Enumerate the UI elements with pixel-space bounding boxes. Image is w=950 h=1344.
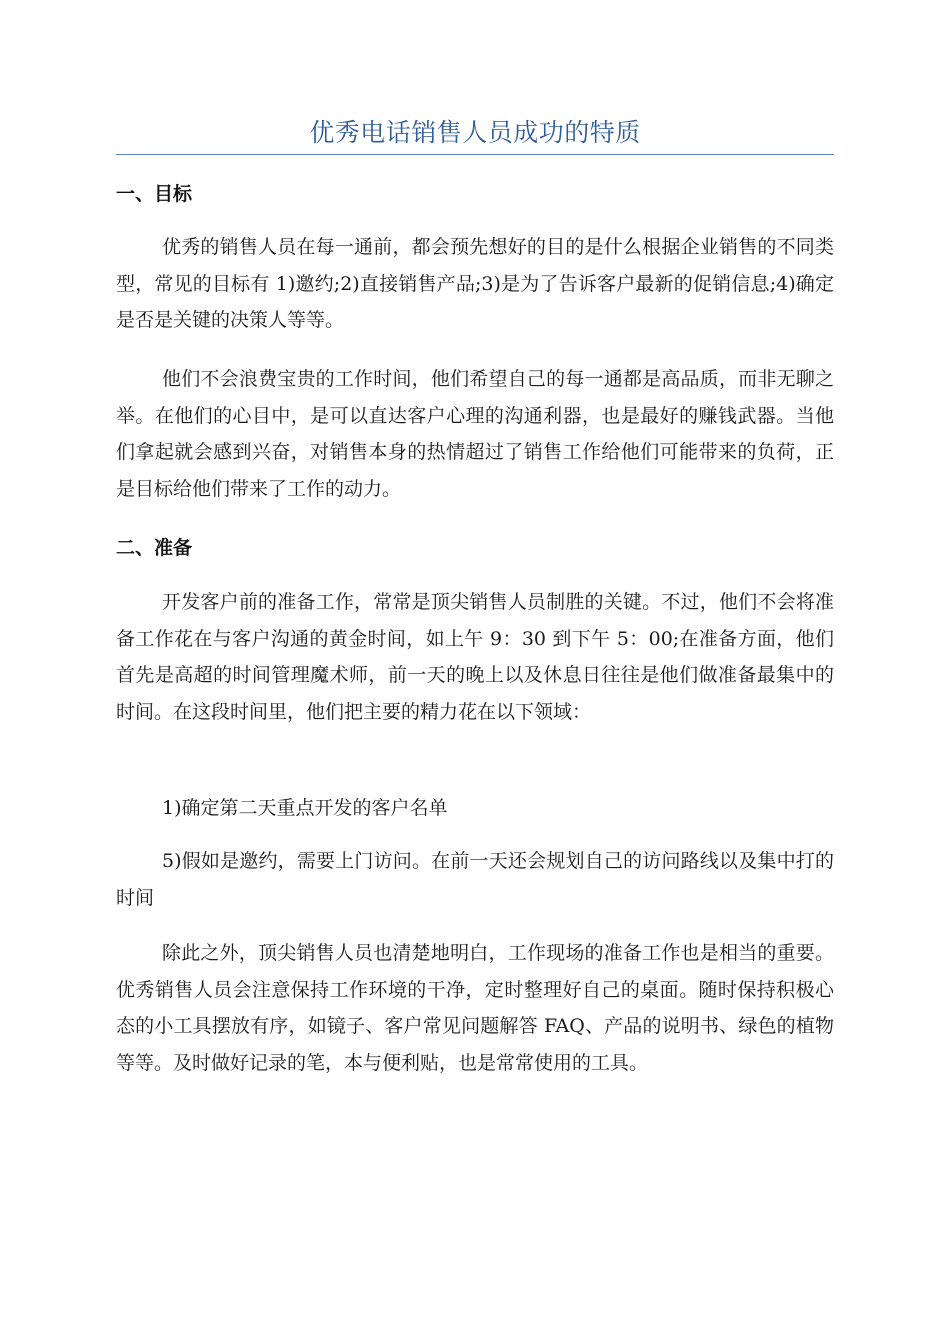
document-title: 优秀电话销售人员成功的特质 [309,118,641,147]
list-item: 1)确定第二天重点开发的客户名单 [162,797,448,819]
title-underline [116,154,834,155]
paragraph: 开发客户前的准备工作，常常是顶尖销售人员制胜的关键。不过，他们不会将准备工作花在与客户沟通的黄金时间，如上午 9：30 到下午 5：00;在准备方面，他们首先是高超的时间管理魔术师，前一天的晚上以及休息日往往是他们做准备最集中的时间。在这段时间里，他们把主要的精力花在以下领域： [116,591,834,723]
paragraph: 他们不会浪费宝贵的工作时间，他们希望自己的每一通都是高品质，而非无聊之举。在他们的心目中，是可以直达客户心理的沟通利器，也是最好的赚钱武器。当他们拿起就会感到兴奋，对销售本身的热情超过了销售工作给他们可能带来的负荷，正是目标给他们带来了工作的动力。 [116,368,834,500]
section-heading-preparation: 二、准备 [116,537,193,559]
paragraph: 除此之外，顶尖销售人员也清楚地明白，工作现场的准备工作也是相当的重要。优秀销售人员会注意保持工作环境的干净，定时整理好自己的桌面。随时保持积极心态的小工具摆放有序，如镜子、客户常见问题解答 FAQ、产品的说明书、绿色的植物等等。及时做好记录的笔，本与便利贴，也是常常使用的工具。 [116,942,834,1074]
list-item: 5)假如是邀约，需要上门访问。在前一天还会规划自己的访问路线以及集中打的时间 [116,850,834,909]
paragraph: 优秀的销售人员在每一通前，都会预先想好的目的是什么根据企业销售的不同类型，常见的目标有 1)邀约;2)直接销售产品;3)是为了告诉客户最新的促销信息;4)确定是否是关键的决策人等等。 [116,236,834,331]
section-heading-goal: 一、目标 [116,183,193,205]
